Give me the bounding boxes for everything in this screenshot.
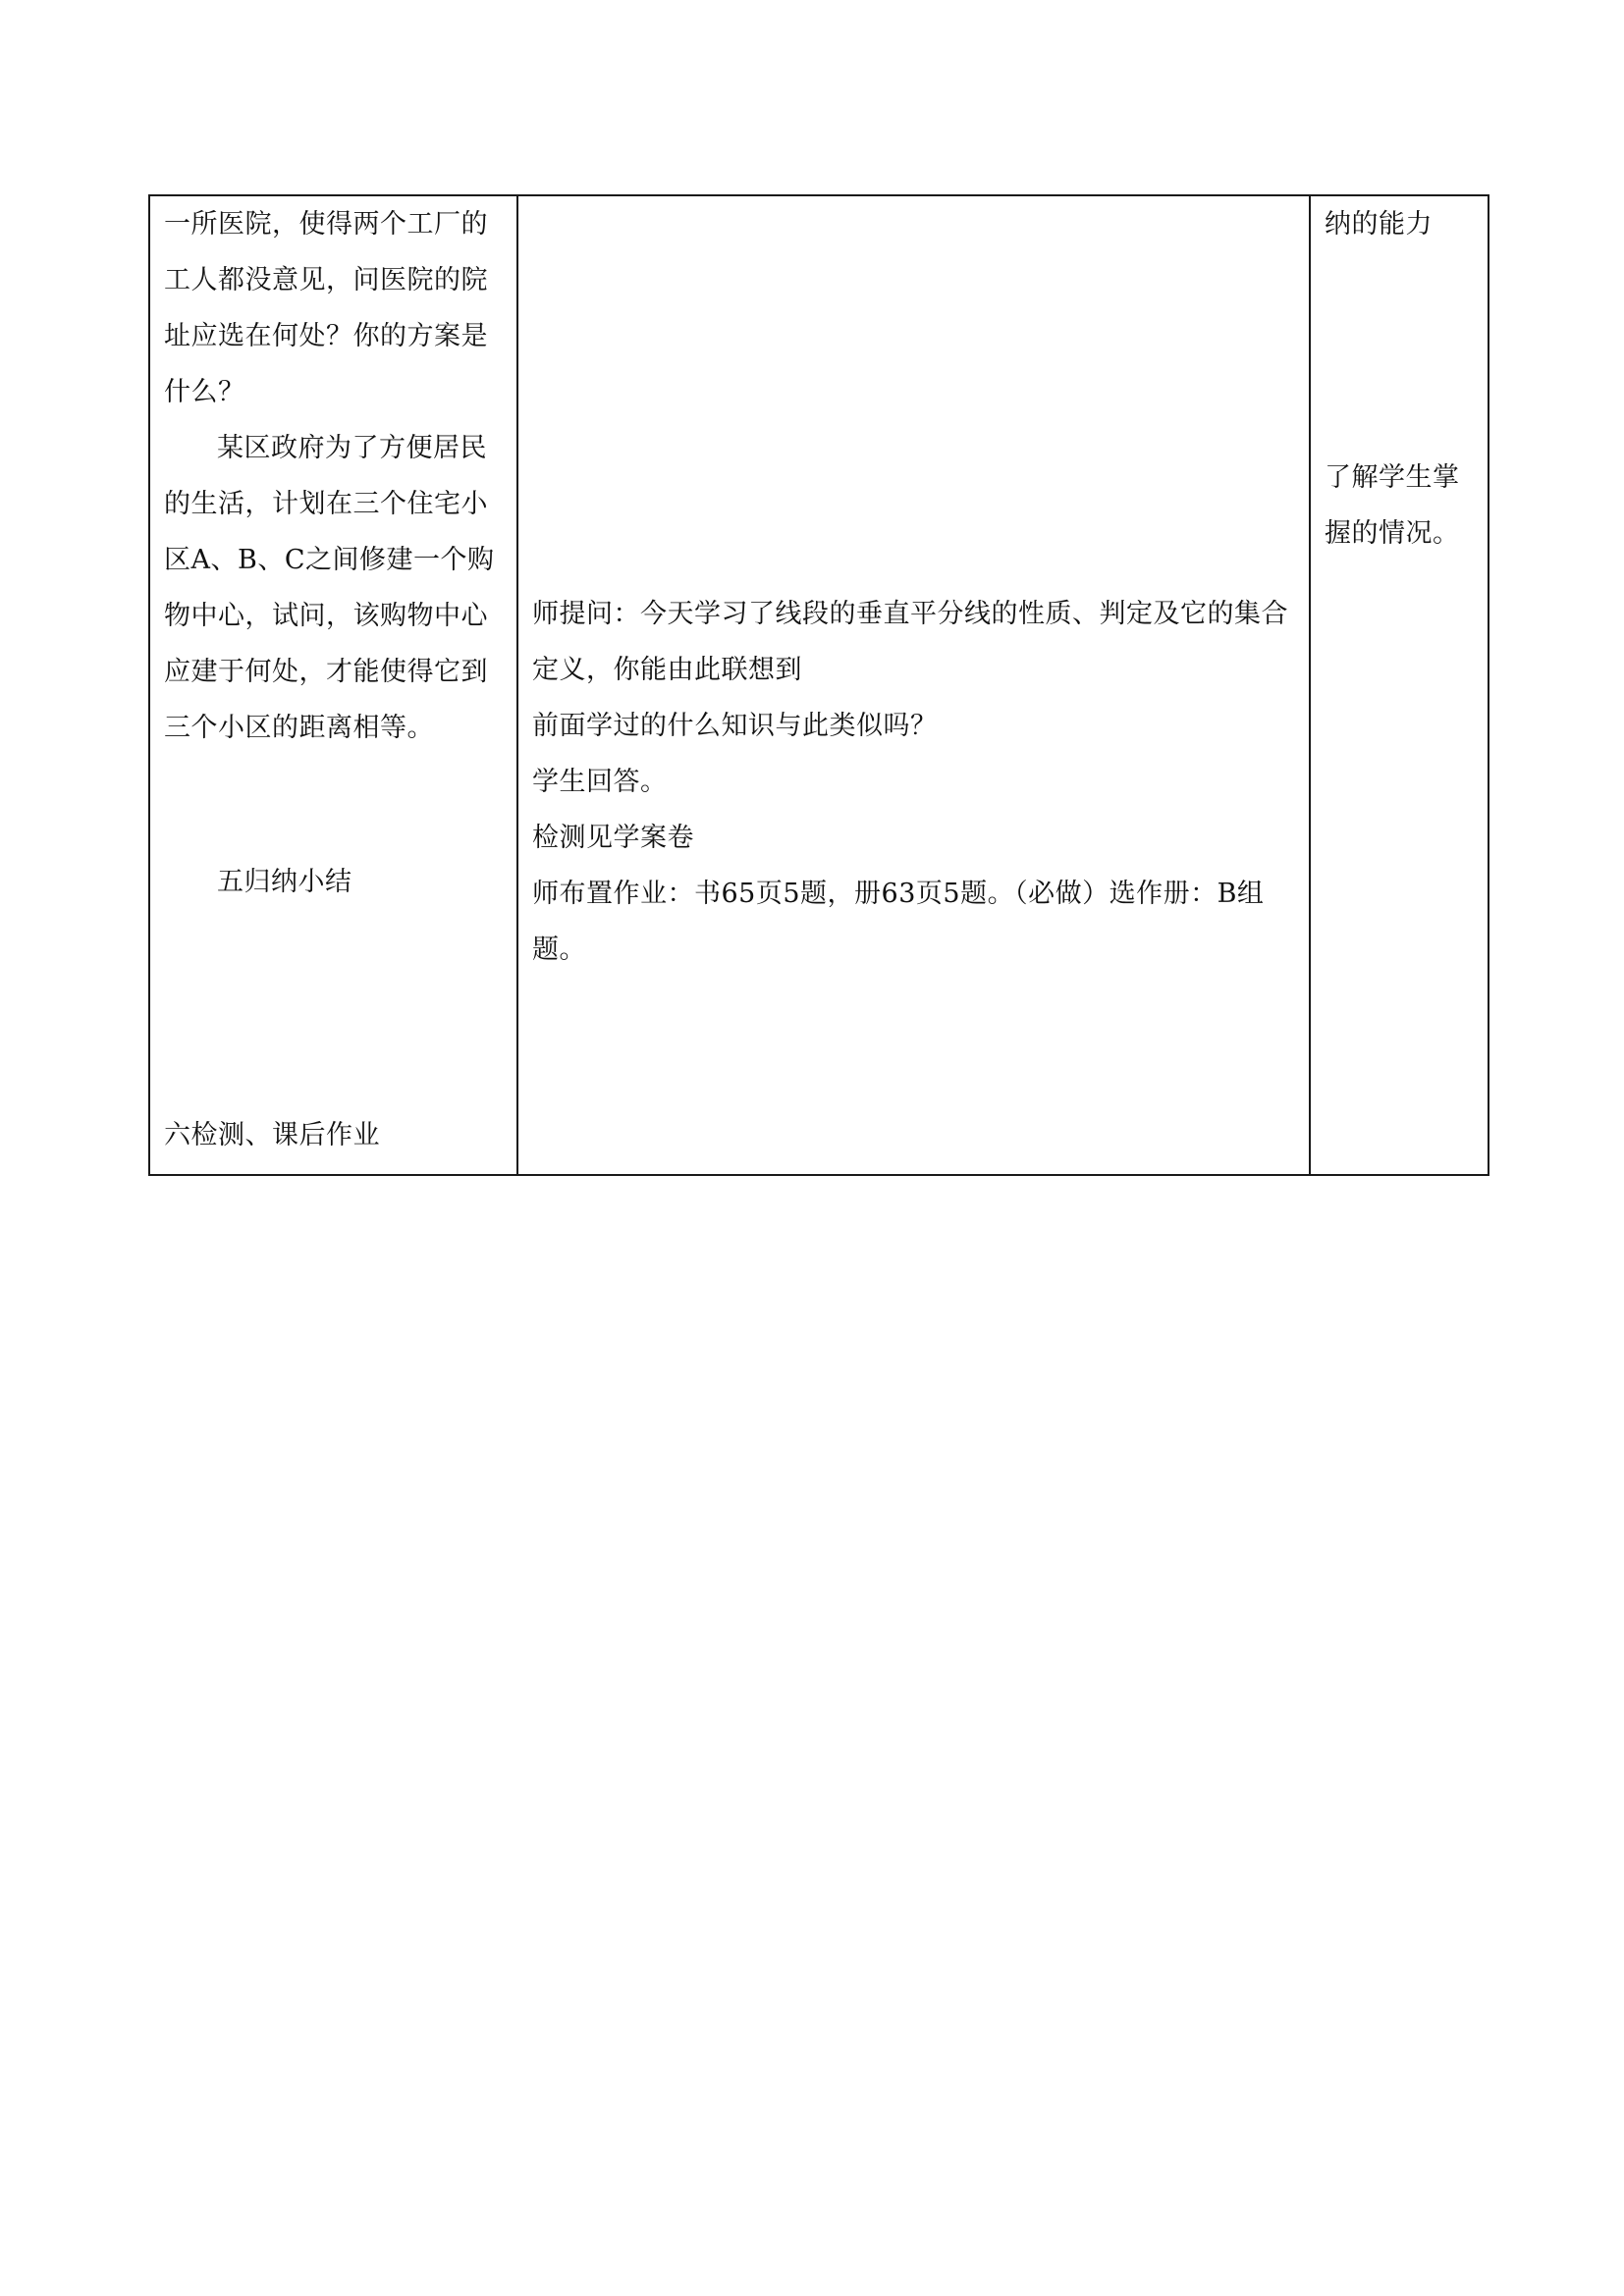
teacher-question-continuation: 前面学过的什么知识与此类似吗？ [532, 711, 938, 741]
homework-assignment-text: 师布置作业：书65页5题，册63页5题。（必做）选作册：B组题。 [532, 879, 1265, 965]
design-intent-cell [1310, 195, 1489, 1175]
teacher-student-activity-cell [517, 195, 1310, 1175]
teacher-question-text: 师提问：今天学习了线段的垂直平分线的性质、判定及它的集合定义，你能由此联想到 [532, 599, 1288, 685]
ability-text: 纳的能力 [1325, 209, 1433, 240]
section-homework-heading: 六检测、课后作业 [164, 1120, 380, 1150]
table-row [149, 195, 1489, 1175]
student-answer-text: 学生回答。 [532, 767, 668, 797]
mastery-check-text: 了解学生掌握的情况。 [1325, 462, 1460, 549]
hospital-problem-text: 一所医院，使得两个工厂的工人都没意见，问医院的院址应选在何处？你的方案是什么？ [164, 209, 488, 407]
section-summary-heading: 五归纳小结 [217, 867, 352, 897]
activity-text-block [532, 586, 1298, 978]
test-reference-text: 检测见学案卷 [532, 823, 694, 853]
teaching-content-cell [149, 195, 517, 1175]
shopping-center-problem-text: 某区政府为了方便居民的生活，计划在三个住宅小区A、B、C之间修建一个购物中心，试问，该购物中心应建于何处，才能使得它到三个小区的距离相等。 [164, 433, 495, 743]
lesson-plan-table [148, 194, 1489, 1176]
